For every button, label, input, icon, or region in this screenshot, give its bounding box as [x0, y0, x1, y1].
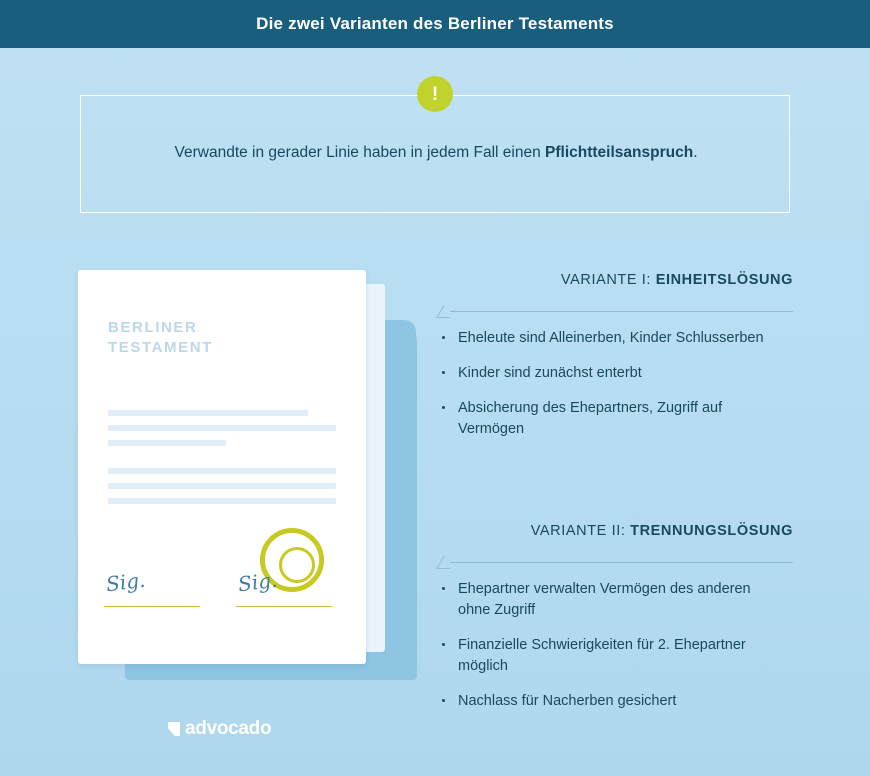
variant-2-bullets: [440, 579, 770, 712]
notice-text-before: Verwandte in gerader Linie haben in jedem Fall einen: [174, 144, 546, 161]
variant-1-heading: [440, 272, 793, 288]
list-item: [440, 328, 770, 349]
brand-name: advocado: [185, 718, 272, 739]
bullet-dot-icon: [442, 643, 445, 646]
seal-inner-ring: [279, 547, 315, 583]
list-item: [440, 398, 770, 440]
document-text-line: [108, 425, 336, 431]
list-item-label: Eheleute sind Alleinerben, Kinder Schlusserben: [458, 330, 764, 346]
list-item-label: Nachlass für Nacherben gesichert: [458, 693, 677, 709]
document-text-line: [108, 440, 226, 446]
list-item-label: Absicherung des Ehepartners, Zugriff auf Vermögen: [458, 400, 723, 437]
variant-block-2: [440, 523, 840, 726]
list-item-label: Ehepartner verwalten Vermögen des anderen ohne Zugriff: [458, 581, 751, 618]
notice-text-bold: Pflichtteilsanspruch: [545, 144, 694, 161]
variant-1-bullets: [440, 328, 770, 440]
list-item: [440, 691, 770, 712]
variant-2-label: VARIANTE II:: [530, 523, 626, 539]
header-bar: [0, 0, 870, 48]
notice-text-after: .: [693, 144, 698, 161]
variant-1-label: VARIANTE I:: [560, 272, 652, 288]
signature-line-left: [104, 606, 200, 607]
page-title: Die zwei Varianten des Berliner Testaments: [256, 14, 614, 33]
document-front-page: [78, 270, 366, 664]
document-text-lines: [108, 410, 336, 513]
variant-2-divider: [440, 553, 793, 571]
list-item: [440, 579, 770, 621]
list-item: [440, 635, 770, 677]
logo-mark-icon: [168, 722, 180, 736]
document-illustration: [70, 262, 430, 692]
variant-block-1: [440, 272, 840, 454]
document-title-line1: BERLINER: [108, 319, 198, 336]
variant-1-name: EINHEITSLÖSUNG: [655, 272, 793, 288]
signature-right: Sig.: [236, 567, 279, 597]
variant-1-divider: [440, 302, 793, 320]
brand-logo: [168, 718, 271, 740]
variant-2-heading: [440, 523, 793, 539]
variant-2-name: TRENNUNGSLÖSUNG: [630, 523, 793, 539]
notice-text: [81, 142, 791, 164]
signature-left: Sig.: [104, 567, 147, 597]
bullet-dot-icon: [442, 699, 445, 702]
document-title: [108, 318, 213, 358]
document-text-line: [108, 483, 336, 489]
signature-line-right: [236, 606, 332, 607]
list-item: [440, 363, 770, 384]
bullet-dot-icon: [442, 336, 445, 339]
document-text-line: [108, 498, 336, 504]
exclamation-icon: !: [417, 76, 453, 112]
document-text-line: [108, 410, 308, 416]
notice-box: [80, 95, 790, 213]
list-item-label: Finanzielle Schwierigkeiten für 2. Ehepartner möglich: [458, 637, 746, 674]
document-title-line2: TESTAMENT: [108, 339, 213, 356]
document-text-line: [108, 468, 336, 474]
bullet-dot-icon: [442, 371, 445, 374]
bullet-dot-icon: [442, 587, 445, 590]
list-item-label: Kinder sind zunächst enterbt: [458, 365, 642, 381]
bullet-dot-icon: [442, 406, 445, 409]
